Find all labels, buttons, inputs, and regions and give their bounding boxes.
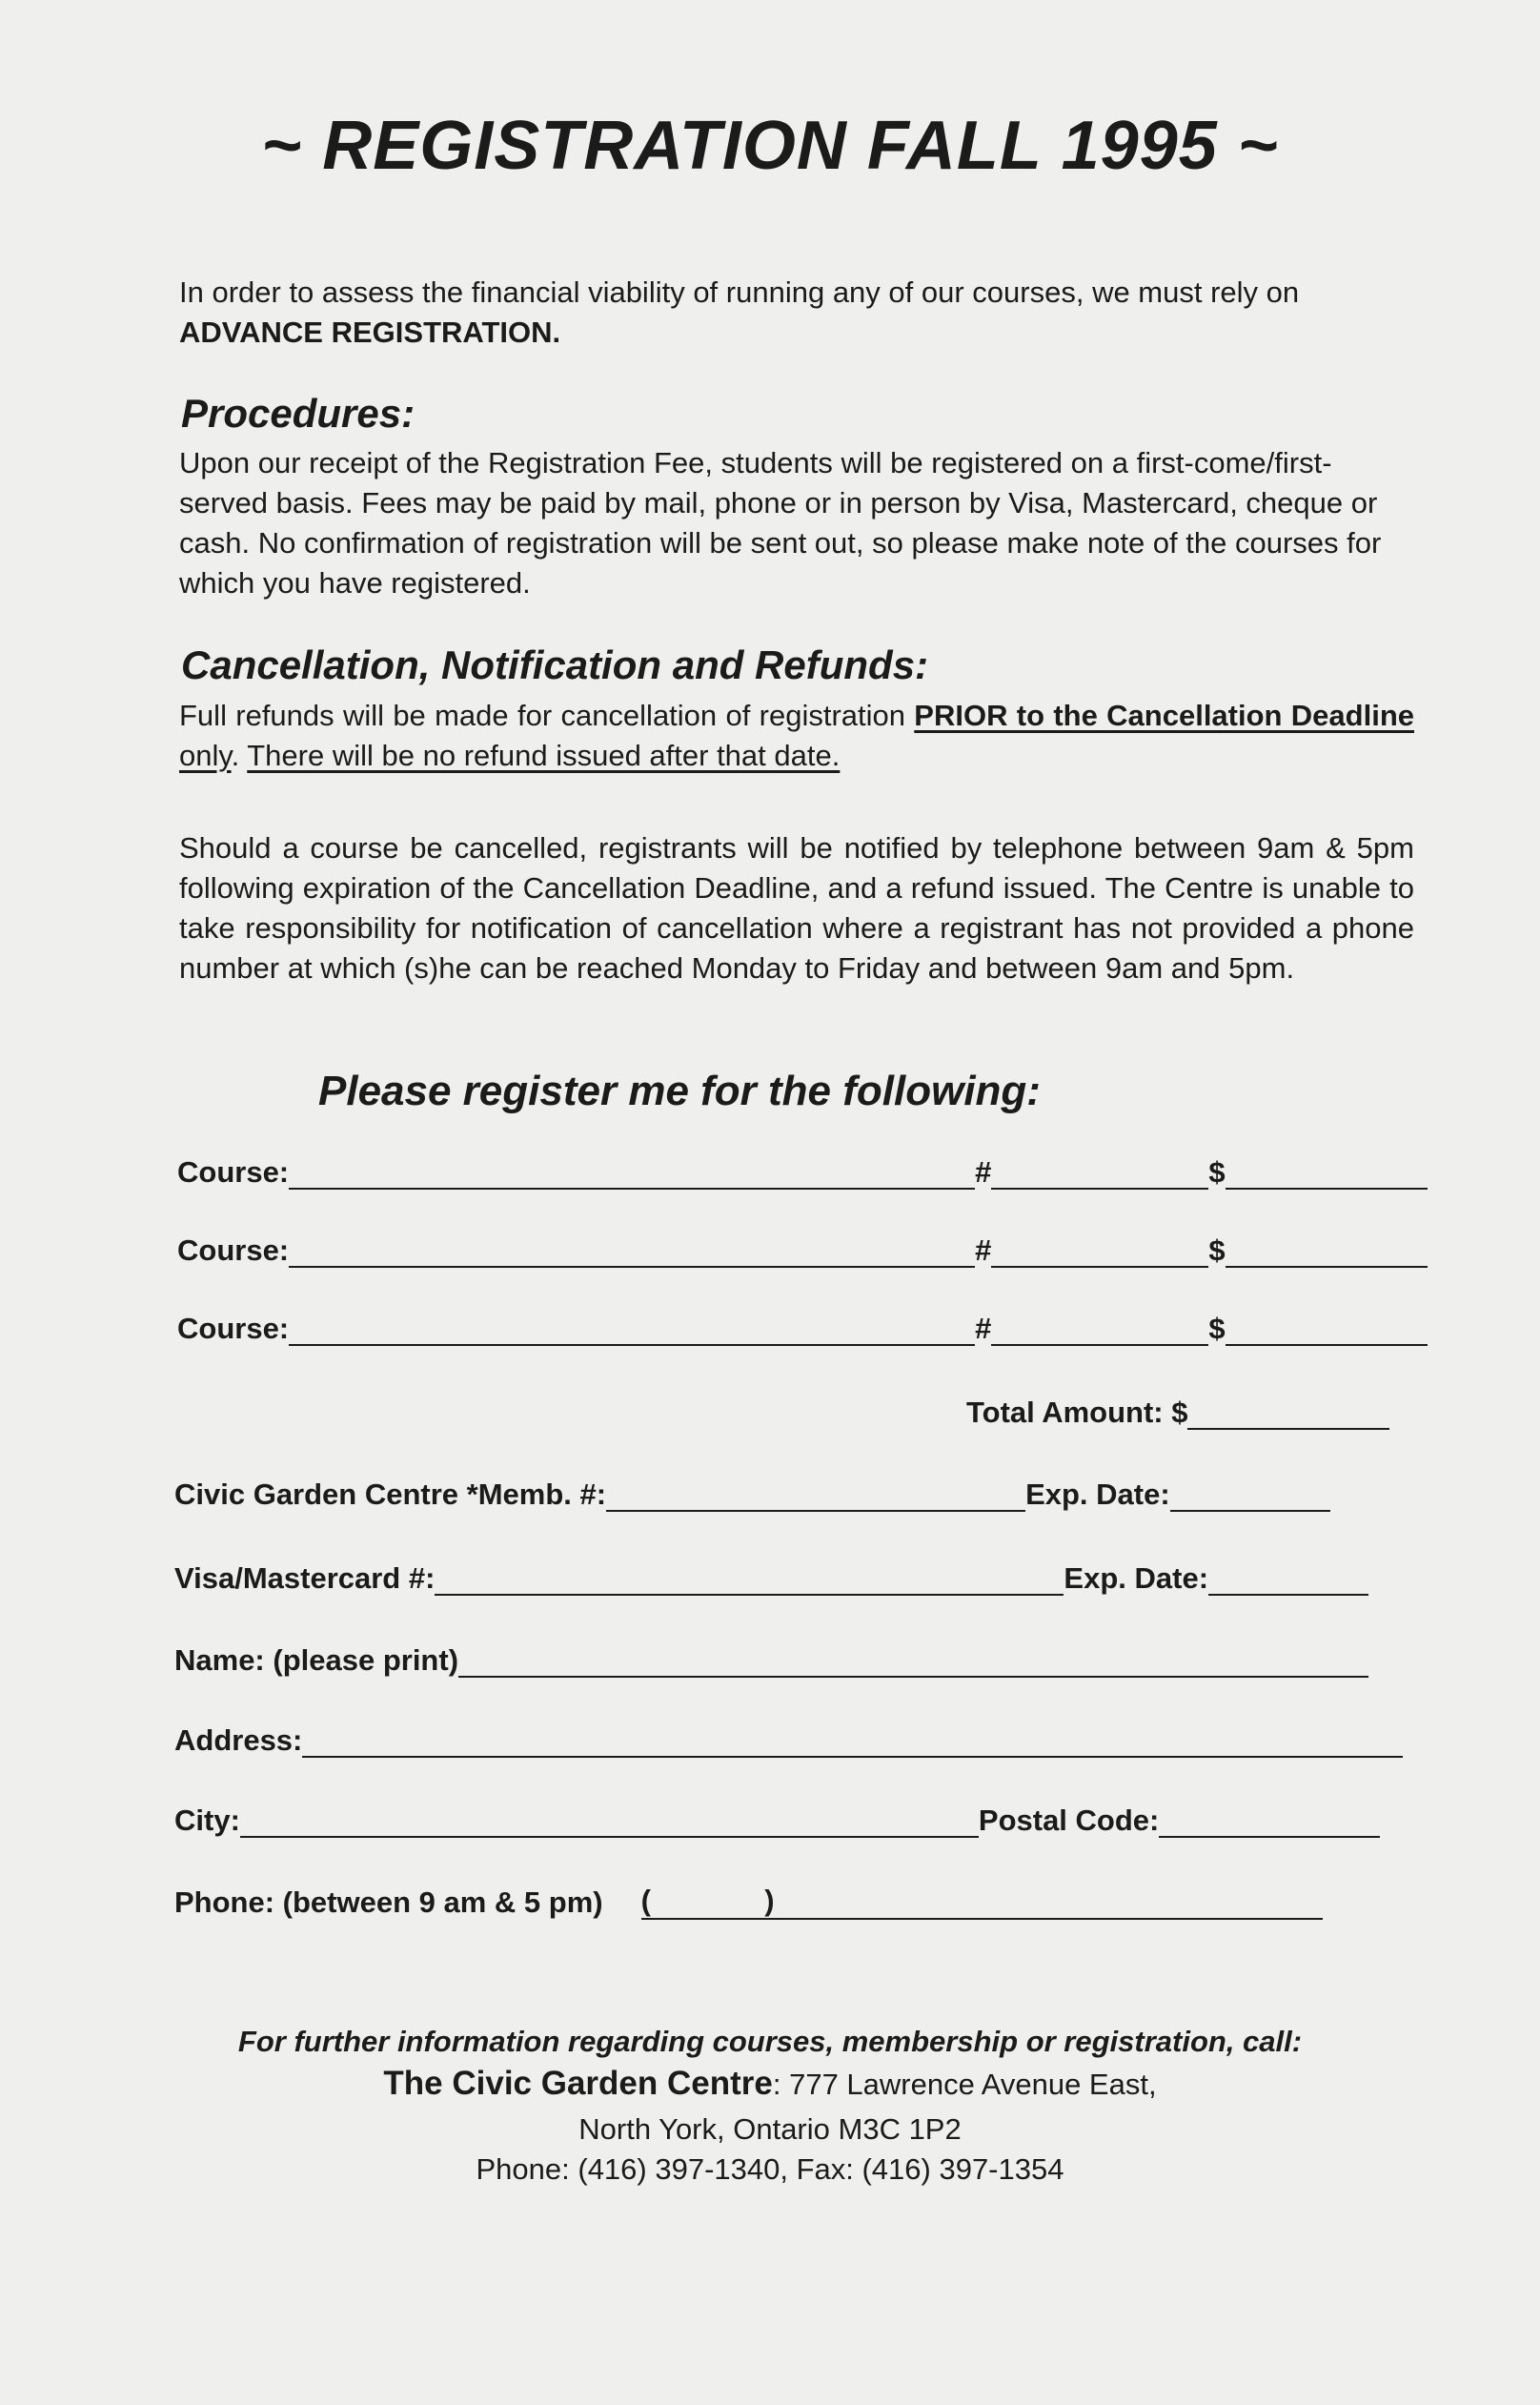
total-amount-row xyxy=(966,1396,1389,1430)
intro-emphasis: ADVANCE REGISTRATION. xyxy=(179,316,561,349)
phone-label: Phone: (between 9 am & 5 pm) xyxy=(174,1885,603,1919)
member-row xyxy=(174,1478,1330,1512)
course-row-3 xyxy=(177,1312,1445,1346)
total-amount-label: Total Amount: $ xyxy=(966,1396,1188,1429)
total-amount-field[interactable] xyxy=(1187,1399,1389,1430)
footer-address-2: North York, Ontario M3C 1P2 xyxy=(578,2112,962,2146)
phone-area-code-field[interactable] xyxy=(640,1884,775,1920)
postal-code-label: Postal Code: xyxy=(978,1804,1160,1837)
phone-paren-open: ( xyxy=(640,1884,651,1917)
cancellation-only: only xyxy=(179,739,232,772)
page-title: ~ REGISTRATION FALL 1995 ~ xyxy=(261,108,1279,184)
course-name-field[interactable] xyxy=(289,1315,975,1346)
visa-number-label: Visa/Mastercard #: xyxy=(174,1561,436,1595)
intro-paragraph xyxy=(179,273,1418,353)
phone-number-field[interactable] xyxy=(775,1889,1323,1920)
procedures-heading: Procedures: xyxy=(181,391,415,436)
dollar-label: $ xyxy=(1208,1155,1226,1189)
cancellation-paragraph-2: Should a course be cancelled, registrants will be notified by telephone between 9am & 5pm following expiration of the Cancellation Deadline, and a refund issued. The Centre is unable to take responsibility for notification of cancellation where a registrant has not provided a phone number at which (s)he can be reached Monday to Friday and between 9am and 5pm. xyxy=(179,831,1414,985)
hash-label: # xyxy=(975,1312,992,1345)
course-row-2 xyxy=(177,1233,1445,1268)
course-label: Course: xyxy=(177,1233,290,1267)
footer-phone: Phone: (416) 397-1340, Fax: (416) 397-1354 xyxy=(476,2152,1064,2186)
course-fee-field[interactable] xyxy=(1226,1159,1428,1190)
visa-exp-field[interactable] xyxy=(1208,1565,1368,1596)
city-row xyxy=(174,1804,1380,1838)
cancellation-deadline-underline: PRIOR to the Cancellation Deadline xyxy=(914,699,1414,732)
address-label: Address: xyxy=(174,1723,303,1757)
footer-org-line xyxy=(0,2065,1540,2103)
course-label: Course: xyxy=(177,1155,290,1189)
course-number-field[interactable] xyxy=(991,1315,1208,1346)
name-label: Name: (please print) xyxy=(174,1643,459,1677)
name-field[interactable] xyxy=(458,1647,1368,1678)
hash-label: # xyxy=(975,1233,992,1267)
course-number-field[interactable] xyxy=(991,1237,1208,1268)
footer-address-1: : 777 Lawrence Avenue East, xyxy=(772,2068,1157,2101)
dollar-label: $ xyxy=(1208,1312,1226,1345)
course-row-1 xyxy=(177,1155,1445,1190)
hash-label: # xyxy=(975,1155,992,1189)
course-fee-field[interactable] xyxy=(1226,1237,1428,1268)
dollar-label: $ xyxy=(1208,1233,1226,1267)
phone-paren-close: ) xyxy=(764,1884,775,1917)
member-number-label: Civic Garden Centre *Memb. #: xyxy=(174,1478,607,1511)
intro-text: In order to assess the financial viability of running any of our courses, we must rely on xyxy=(179,275,1300,309)
course-fee-field[interactable] xyxy=(1226,1315,1428,1346)
member-exp-label: Exp. Date: xyxy=(1025,1478,1170,1511)
cancellation-heading: Cancellation, Notification and Refunds: xyxy=(181,642,929,687)
name-row xyxy=(174,1643,1368,1678)
form-heading: Please register me for the following: xyxy=(318,1068,1041,1114)
address-row xyxy=(174,1723,1403,1758)
member-number-field[interactable] xyxy=(606,1481,1025,1512)
course-number-field[interactable] xyxy=(991,1159,1208,1190)
visa-exp-label: Exp. Date: xyxy=(1064,1561,1209,1595)
visa-number-field[interactable] xyxy=(435,1565,1064,1596)
procedures-text: Upon our receipt of the Registration Fee, students will be registered on a first-come/first-served basis. Fees may be paid by mail, phone or in person by Visa, Mastercard, cheque or cash. No confirmation of registration will be sent out, so please make note of the courses for which you have registered. xyxy=(179,446,1382,600)
no-refund-notice: There will be no refund issued after that date. xyxy=(247,739,841,772)
footer-org: The Civic Garden Centre xyxy=(383,2065,773,2102)
course-label: Course: xyxy=(177,1312,290,1345)
phone-row xyxy=(174,1885,1323,1920)
course-name-field[interactable] xyxy=(289,1237,975,1268)
course-name-field[interactable] xyxy=(289,1159,975,1190)
address-field[interactable] xyxy=(302,1727,1403,1758)
city-label: City: xyxy=(174,1804,240,1837)
cancellation-separator: . xyxy=(231,739,248,772)
city-field[interactable] xyxy=(240,1807,979,1838)
visa-row xyxy=(174,1561,1368,1596)
member-exp-field[interactable] xyxy=(1170,1481,1330,1512)
cancellation-text xyxy=(179,696,1414,776)
footer-info: For further information regarding courses, membership or registration, call: xyxy=(237,2025,1303,2058)
cancellation-text-start: Full refunds will be made for cancellation of registration xyxy=(179,699,915,732)
postal-code-field[interactable] xyxy=(1159,1807,1380,1838)
